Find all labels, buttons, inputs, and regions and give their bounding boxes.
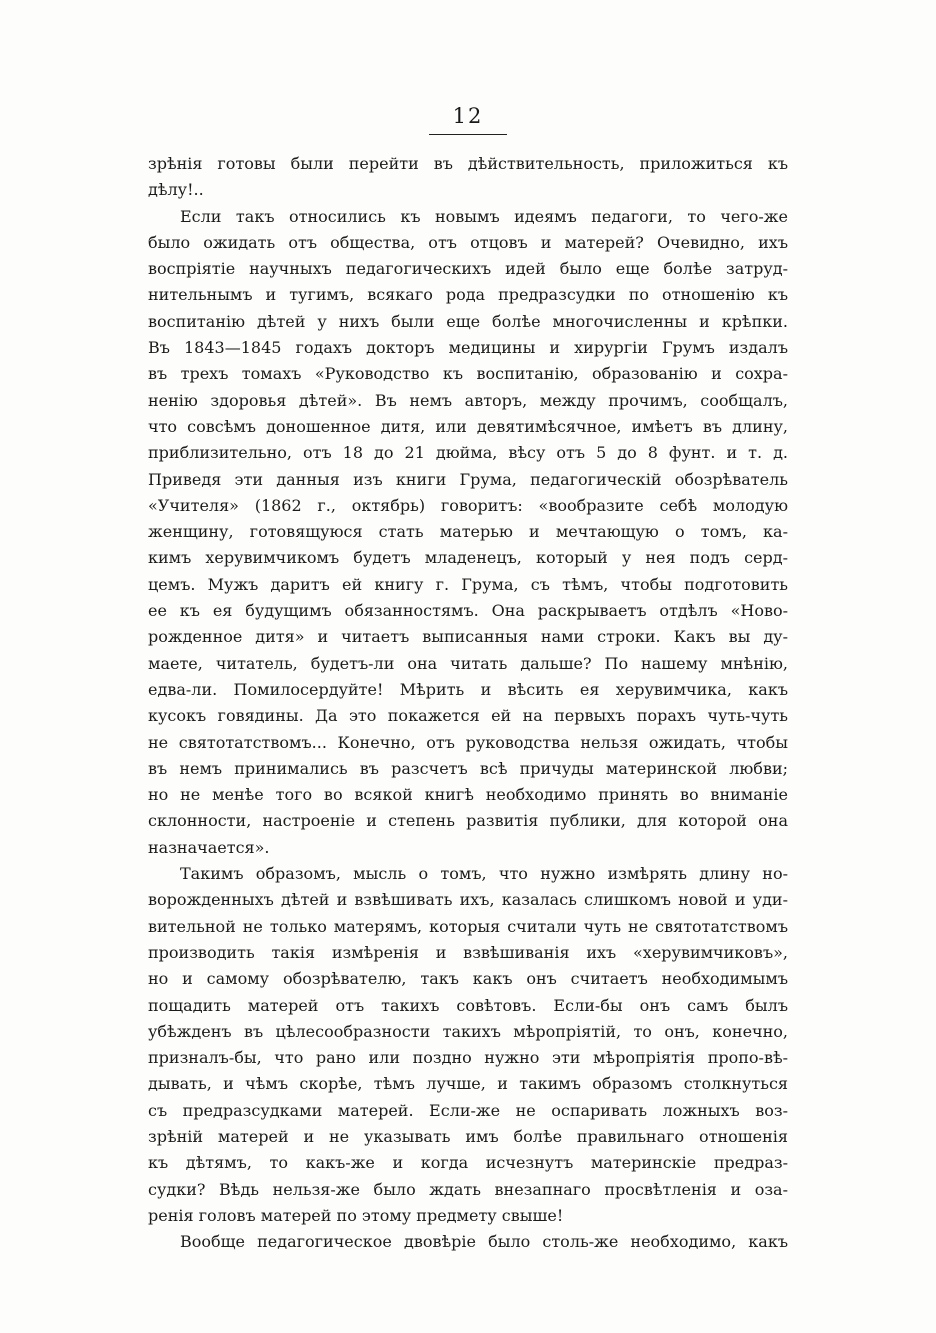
text-line: «Учителя» (1862 г., октябрь) говоритъ: «вообразите себѣ молодую bbox=[148, 495, 788, 515]
text-line: Вообще педагогическое двовѣріе было столь-же необходимо, какъ bbox=[180, 1232, 788, 1252]
text-line: Такимъ образомъ, мысль о томъ, что нужно измѣрять длину но- bbox=[180, 864, 788, 884]
text-line: ее къ ея будущимъ обязанностямъ. Она раскрываетъ отдѣлъ «Ново- bbox=[148, 601, 788, 621]
page-number-rule bbox=[429, 134, 507, 135]
text-line: дѣлу!.. bbox=[148, 180, 204, 200]
text-line: ренія головъ матерей по этому предмету свыше! bbox=[148, 1205, 564, 1225]
text-line: Приведя эти данныя изъ книги Грума, педагогическій обозрѣватель bbox=[148, 469, 788, 489]
text-line: что совсѣмъ доношенное дитя, или девятимѣсячное, имѣетъ въ длину, bbox=[148, 416, 788, 436]
text-line: но не менѣе того во всякой книгѣ необходимо принять во вниманіе bbox=[148, 785, 788, 805]
text-line: воспитанію дѣтей у нихъ были еще болѣе многочисленны и крѣпки. bbox=[148, 311, 788, 331]
text-line: въ трехъ томахъ «Руководство къ воспитанію, образованію и сохра- bbox=[148, 364, 788, 384]
text-line: производить такія измѣренія и взвѣшиванія ихъ «херувимчиковъ», bbox=[148, 942, 788, 962]
text-line: женщину, готовящуюся стать матерью и мечтающую о томъ, ка- bbox=[148, 522, 788, 542]
text-line: кусокъ говядины. Да это покажется ей на первыхъ порахъ чуть-чуть bbox=[148, 706, 788, 726]
text-line: судки? Вѣдь нельзя-же было ждать внезапнаго просвѣтленія и оза- bbox=[148, 1179, 788, 1199]
text-line: зрѣнія готовы были перейти въ дѣйствительность, приложиться къ bbox=[148, 154, 788, 173]
text-line: но и самому обозрѣвателю, такъ какъ онъ считаетъ необходимымъ bbox=[148, 969, 788, 989]
page-number: 12 bbox=[452, 104, 484, 128]
text-line: не святотатствомъ... Конечно, отъ руководства нельзя ожидать, чтобы bbox=[148, 732, 788, 752]
text-line: склонности, настроеніе и степень развитія публики, для которой она bbox=[148, 811, 788, 831]
text-line: цемъ. Мужъ даритъ ей книгу г. Грума, съ тѣмъ, чтобы подготовить bbox=[148, 574, 788, 594]
text-line: призналъ-бы, что рано или поздно нужно эти мѣропріятія пропо-вѣ- bbox=[148, 1048, 788, 1068]
text-line: зрѣній матерей и не указывать имъ болѣе правильнаго отношенія bbox=[148, 1126, 788, 1146]
text-line: едва-ли. Помилосердуйте! Мѣрить и вѣсить ея херувимчика, какъ bbox=[148, 679, 788, 699]
text-line: съ предразсудками матерей. Если-же не оспаривать ложныхъ воз- bbox=[148, 1100, 788, 1120]
text-line: приблизительно, отъ 18 до 21 дюйма, вѣсу отъ 5 до 8 фунт. и т. д. bbox=[148, 443, 788, 463]
text-line: маете, читатель, будетъ-ли она читать дальше? По нашему мнѣнію, bbox=[148, 653, 788, 673]
text-line: нительнымъ и тугимъ, всякаго рода предразсудки по отношенію къ bbox=[148, 285, 788, 305]
text-line: вительной не только матерямъ, которыя считали чуть не святотатствомъ bbox=[148, 916, 788, 936]
text-line: убѣжденъ въ цѣлесообразности такихъ мѣропріятій, то онъ, конечно, bbox=[148, 1021, 788, 1041]
text-line: назначается». bbox=[148, 837, 270, 857]
page-header bbox=[428, 104, 508, 135]
text-line: ненію здоровья дѣтей». Въ немъ авторъ, между прочимъ, сообщалъ, bbox=[148, 390, 788, 410]
body-text bbox=[148, 151, 788, 1255]
text-line: воспріятіе научныхъ педагогическихъ идей было еще болѣе затруд- bbox=[148, 259, 788, 279]
text-line: пощадить матерей отъ такихъ совѣтовъ. Если-бы онъ самъ былъ bbox=[148, 995, 788, 1015]
text-line: было ожидать отъ общества, отъ отцовъ и матерей? Очевидно, ихъ bbox=[148, 232, 788, 252]
text-line: ворожденныхъ дѣтей и взвѣшивать ихъ, казалась слишкомъ новой и уди- bbox=[148, 890, 788, 910]
text-line: въ немъ принимались въ разсчетъ всѣ причуды материнской любви; bbox=[148, 758, 788, 778]
text-line: Если такъ относились къ новымъ идеямъ педагоги, то чего-же bbox=[180, 206, 788, 226]
text-line: рожденное дитя» и читаетъ выписанныя нами строки. Какъ вы ду- bbox=[148, 627, 788, 647]
text-line: кимъ херувимчикомъ будетъ младенецъ, который у нея подъ серд- bbox=[148, 548, 788, 568]
text-line: Въ 1843—1845 годахъ докторъ медицины и хирургіи Грумъ издалъ bbox=[148, 338, 788, 358]
text-line: къ дѣтямъ, то какъ-же и когда исчезнутъ материнскіе предраз- bbox=[148, 1153, 788, 1173]
text-line: дывать, и чѣмъ скорѣе, тѣмъ лучше, и такимъ образомъ столкнуться bbox=[148, 1074, 788, 1094]
